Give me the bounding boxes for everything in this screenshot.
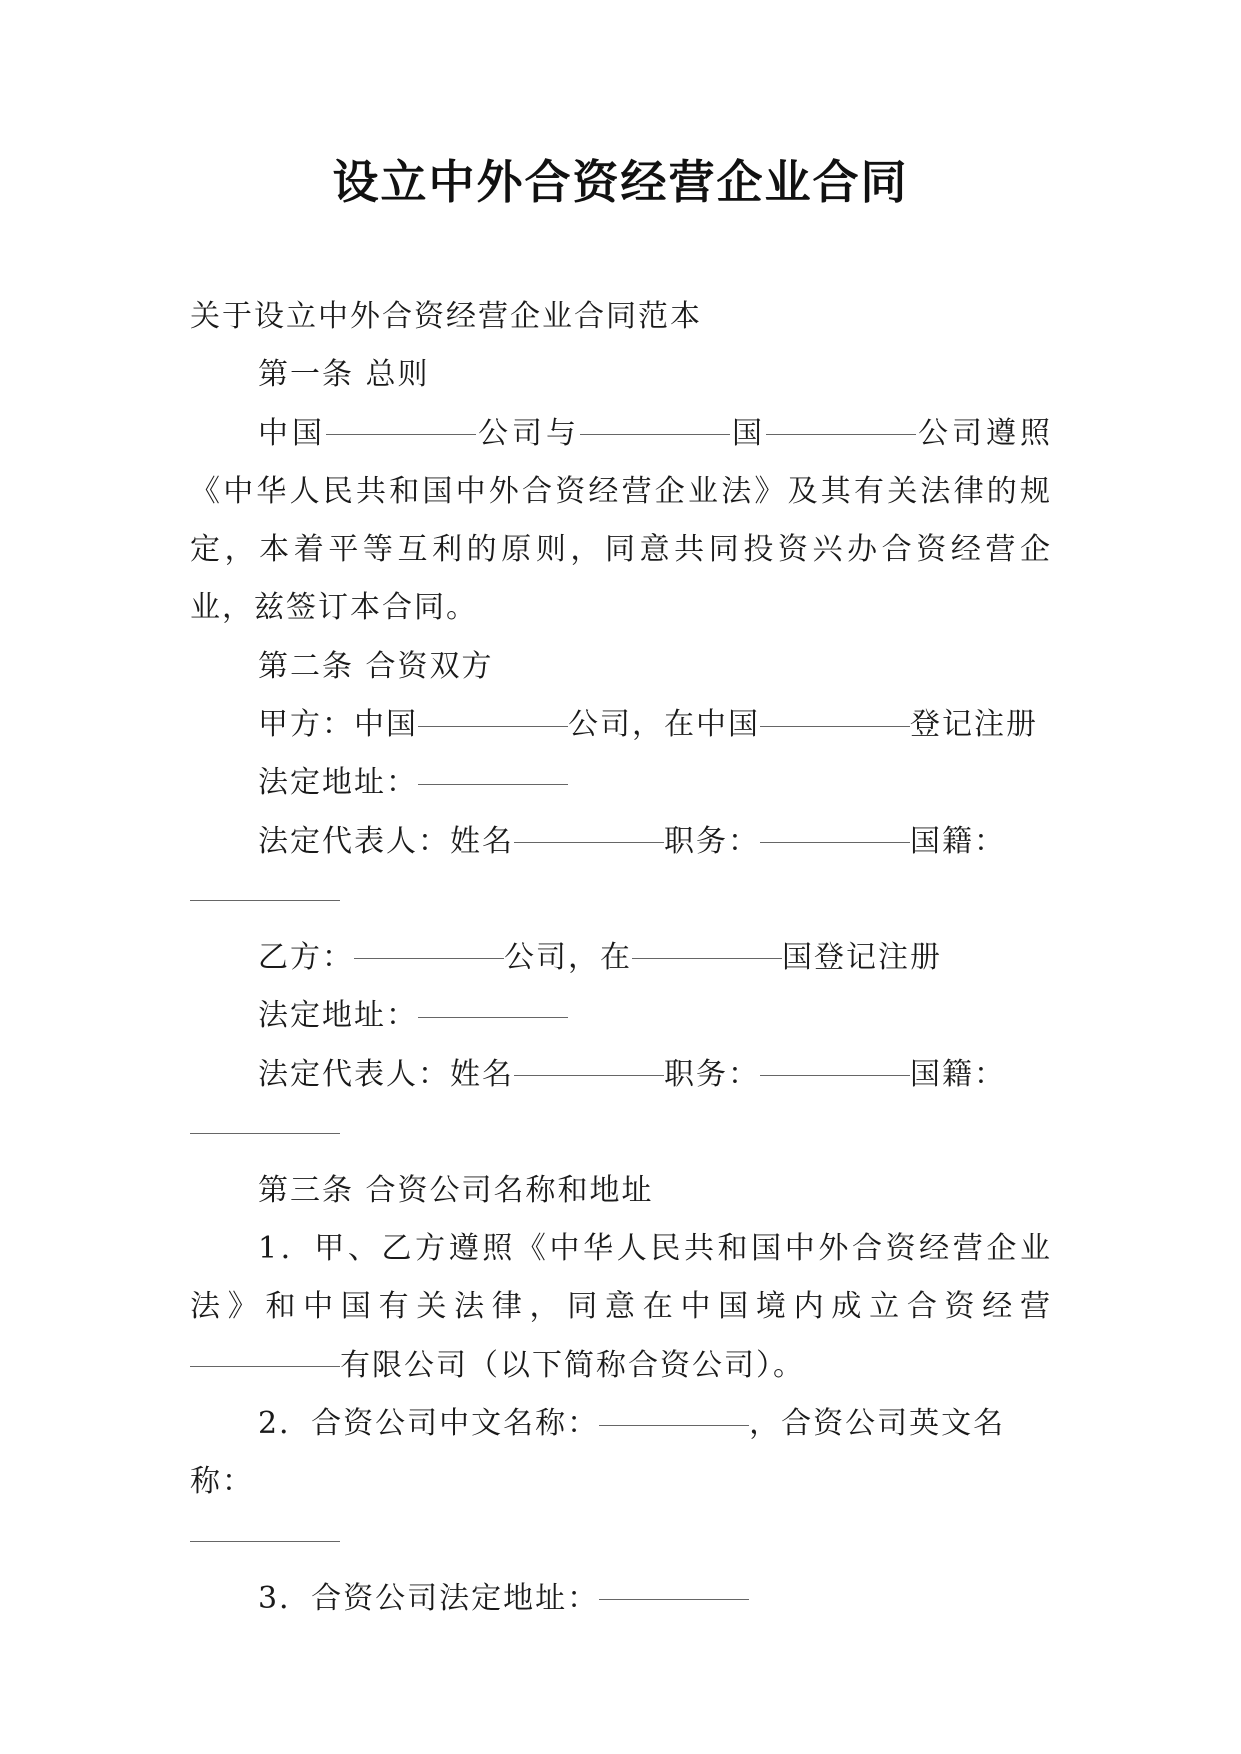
fill-blank — [599, 1598, 749, 1600]
article-3-heading: 第三条 合资公司名称和地址 — [258, 1172, 654, 1208]
text: 国籍： — [910, 1056, 1006, 1092]
fill-blank — [418, 1016, 568, 1018]
text: 职务： — [664, 823, 760, 859]
party-a-representative — [190, 813, 1052, 871]
text: 公司，在 — [504, 939, 632, 975]
fill-blank — [632, 957, 782, 959]
text: 公司，在中国 — [568, 707, 760, 743]
party-a-line — [190, 696, 1052, 754]
text: 法定地址： — [258, 998, 418, 1034]
party-b-line — [190, 929, 1052, 987]
text: 公司遵照《中华人民共和国中外合资经营企业法》及其有关法律的规定，本着平等互利的原则，同意共同投资兴办合资经营企业，兹签订本合同。 — [190, 415, 1052, 626]
fill-blank — [580, 433, 730, 435]
text: 国籍： — [910, 823, 1006, 859]
fill-blank — [766, 433, 916, 435]
text: 乙方： — [258, 939, 354, 975]
fill-blank — [599, 1424, 749, 1426]
fill-blank — [190, 900, 340, 901]
document-subtitle: 关于设立中外合资经营企业合同范本 — [190, 299, 702, 334]
text: 登记注册 — [910, 707, 1038, 743]
text: 有限公司（以下简称合资公司）。 — [340, 1347, 805, 1383]
text: 3．合资公司法定地址： — [258, 1580, 600, 1616]
party-a-address — [190, 754, 1052, 812]
text: 法定代表人：姓名 — [258, 823, 514, 859]
party-b-address — [190, 987, 1052, 1045]
text: 中国 — [258, 415, 326, 451]
fill-blank — [354, 957, 504, 959]
fill-blank — [190, 1365, 340, 1367]
article-1-paragraph — [190, 405, 1052, 638]
text: 国 — [730, 415, 766, 451]
fill-blank — [418, 783, 568, 785]
article-3-item-2 — [190, 1395, 1052, 1512]
fill-blank — [326, 433, 476, 435]
document-body — [190, 288, 1052, 1628]
fill-blank — [418, 725, 568, 727]
fill-blank — [190, 1541, 340, 1542]
fill-blank — [514, 1074, 664, 1076]
article-3-item-1 — [190, 1220, 1052, 1395]
article-1-heading: 第一条 总则 — [258, 357, 430, 393]
text: 1．甲、乙方遵照《中华人民共和国中外合资经营企业法》和中国有关法律，同意在中国境内成立合资经营 — [190, 1231, 1052, 1325]
article-2-heading: 第二条 合资双方 — [258, 648, 494, 684]
text: 公司与 — [476, 415, 580, 451]
fill-blank — [760, 725, 910, 727]
text: 甲方：中国 — [258, 707, 418, 743]
document-title: 设立中外合资经营企业合同 — [332, 155, 909, 209]
text: 法定代表人：姓名 — [258, 1056, 514, 1092]
article-3-item-3 — [190, 1570, 1052, 1628]
text: 国登记注册 — [782, 939, 942, 975]
fill-blank — [760, 1074, 910, 1076]
fill-blank — [514, 841, 664, 843]
text: ，合资公司英文名称： — [190, 1406, 1006, 1500]
fill-blank — [190, 1133, 340, 1134]
text: 职务： — [664, 1056, 760, 1092]
party-b-representative — [190, 1046, 1052, 1104]
text: 法定地址： — [258, 765, 418, 801]
fill-blank — [760, 841, 910, 843]
text: 2．合资公司中文名称： — [258, 1406, 600, 1442]
